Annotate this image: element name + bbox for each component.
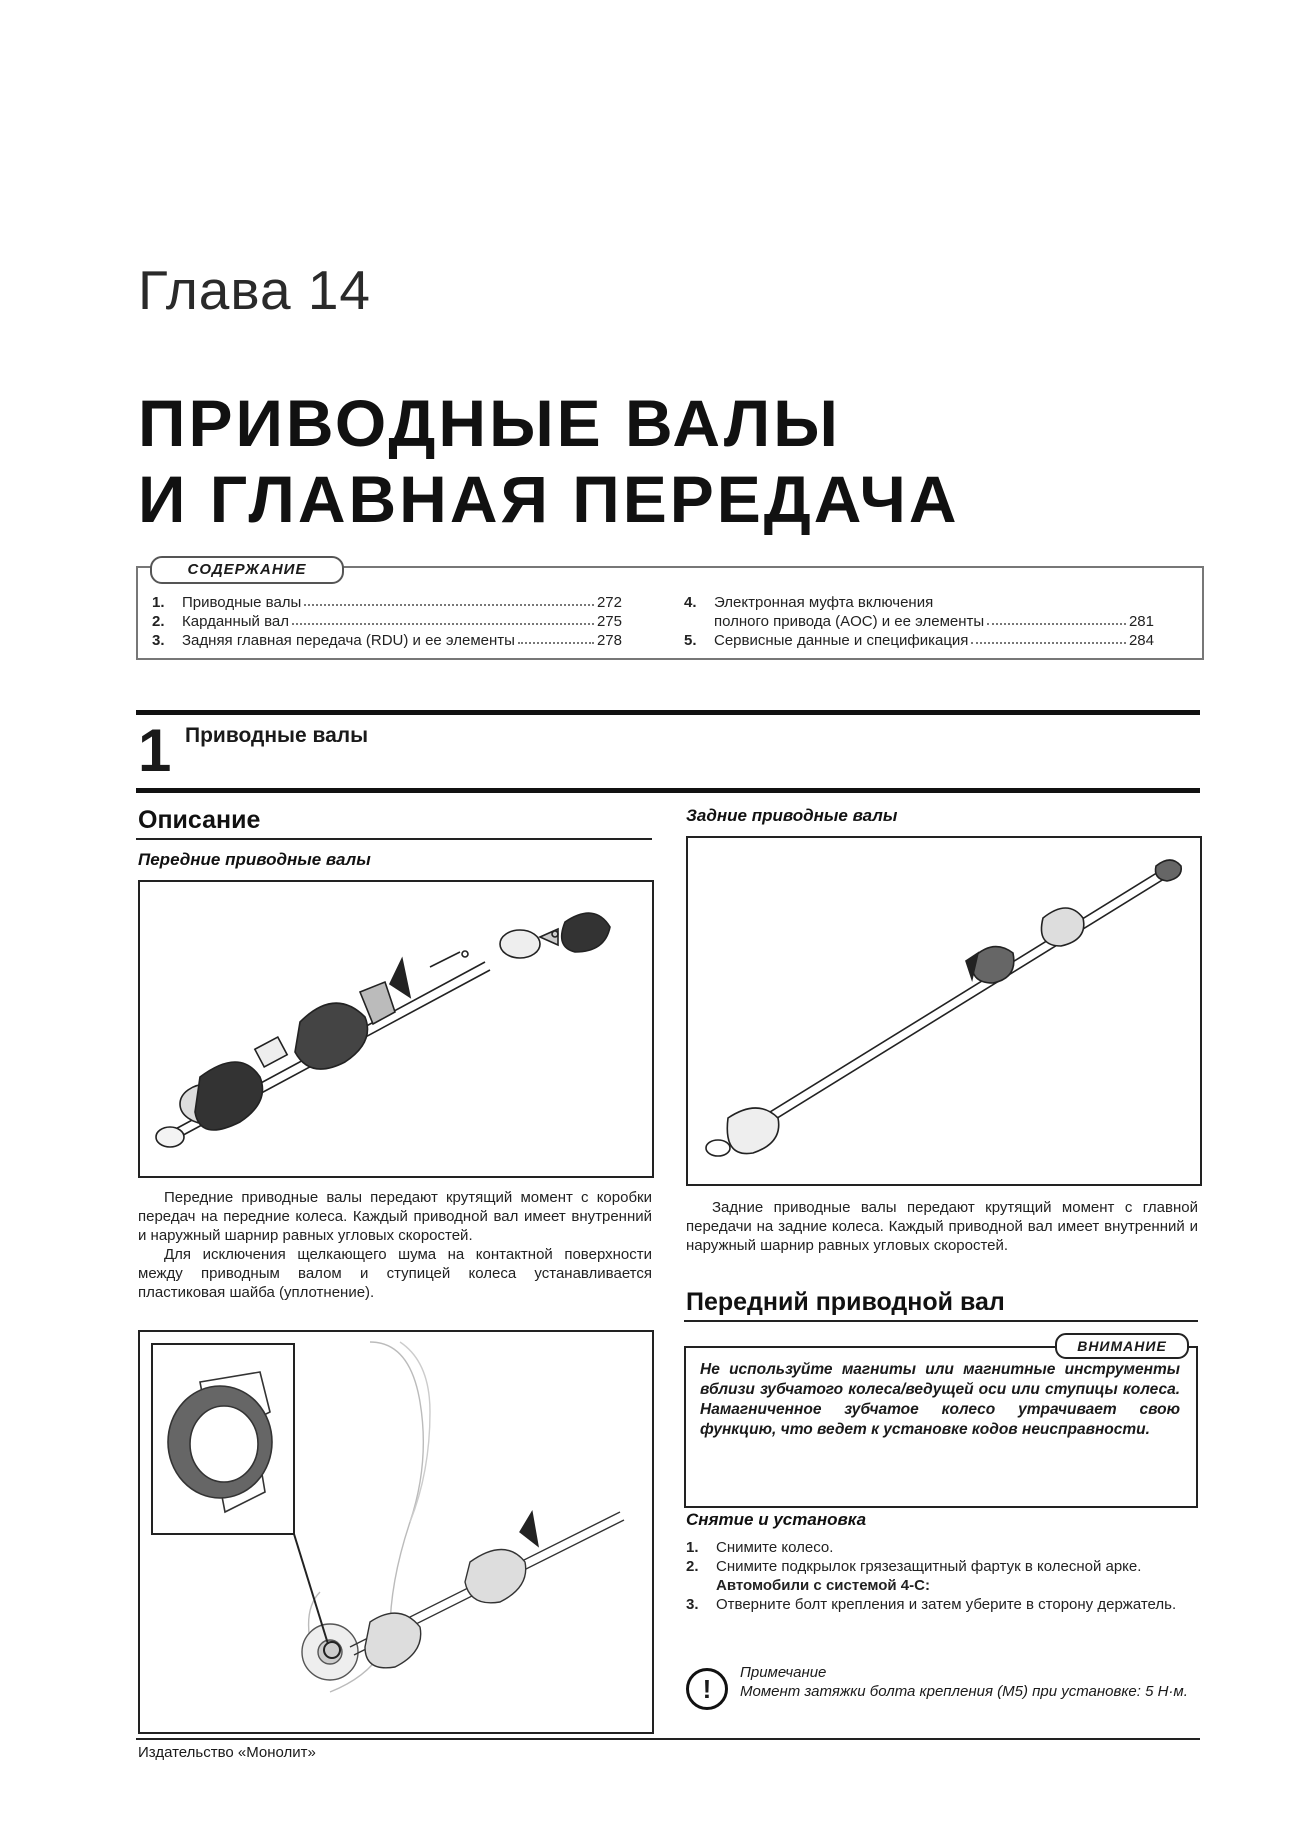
front-shafts-figure — [138, 880, 654, 1178]
description-heading: Описание — [138, 806, 261, 834]
list-item: 2. Снимите подкрылок грязезащитный фартук в колесной арке. — [686, 1558, 1142, 1575]
front-shaft-heading: Передний приводной вал — [686, 1288, 1005, 1316]
toc-item[interactable]: 3. Задняя главная передача (RDU) и ее элементы 278 — [152, 632, 622, 649]
note-label: Примечание — [740, 1664, 827, 1681]
note-text: Момент затяжки болта крепления (M5) при установке: 5 Н·м. — [740, 1683, 1188, 1700]
front-shafts-heading: Передние приводные валы — [138, 850, 371, 869]
rear-shafts-figure — [686, 836, 1202, 1186]
section-rule-top — [136, 710, 1200, 715]
removal-steps — [686, 1538, 1198, 1614]
rear-shafts-heading: Задние приводные валы — [686, 806, 898, 825]
heading-rule — [136, 838, 652, 840]
rear-shafts-description — [686, 1198, 1198, 1255]
chapter-label: Глава 14 — [138, 259, 372, 321]
toc-item[interactable]: 1. Приводные валы 272 — [152, 594, 622, 611]
rear-para: Задние приводные валы передают крутящий момент с главной передачи на задние колеса. Каждый приводной вал имеет внутренний и наружный шарнир равных угловых скоростей. — [686, 1199, 1198, 1254]
front-shafts-description — [138, 1188, 652, 1302]
heading-rule — [684, 1320, 1198, 1322]
front-para-1: Передние приводные валы передают крутящий момент с коробки передач на передние колеса. Каждый приводной вал имеет внутренний и наружный шарнир равных угловых скоростей. — [138, 1189, 652, 1244]
toc-item[interactable]: 2. Карданный вал 275 — [152, 613, 622, 630]
title-line-2: И ГЛАВНАЯ ПЕРЕДАЧА — [138, 462, 960, 536]
hub-washer-illustration — [140, 1332, 652, 1732]
contents-label: СОДЕРЖАНИЕ — [150, 556, 344, 584]
section-number: 1 — [138, 717, 172, 784]
warning-text: Не используйте магниты или магнитные инструменты вблизи зубчатого колеса/ведущей оси или ступицы колеса. Намагниченное зубчатое колесо утрачивает свою функцию, что ведет к установке кодов неисправности. — [700, 1361, 1180, 1438]
rear-driveshaft-illustration — [688, 838, 1200, 1184]
list-item: 1. Снимите колесо. — [686, 1539, 834, 1556]
toc-item[interactable]: 5. Сервисные данные и спецификация 284 — [684, 632, 1154, 649]
list-item: Автомобили с системой 4-C: — [716, 1577, 930, 1594]
warning-label: ВНИМАНИЕ — [1055, 1333, 1189, 1359]
toc-item-continued[interactable]: полного привода (AOC) и ее элементы 281 — [714, 613, 1154, 630]
toc-item[interactable]: 4. Электронная муфта включения — [684, 594, 934, 611]
page-title — [138, 385, 959, 537]
footer-rule — [136, 1738, 1200, 1740]
front-driveshaft-illustration — [140, 882, 652, 1176]
section-title: Приводные валы — [185, 724, 369, 747]
section-rule-bottom — [136, 788, 1200, 793]
exclamation-icon: ! — [686, 1668, 728, 1710]
removal-heading: Снятие и установка — [686, 1510, 867, 1529]
note — [740, 1663, 1195, 1701]
footer-publisher: Издательство «Монолит» — [138, 1744, 316, 1761]
list-item: 3. Отверните болт крепления и затем уберите в сторону держатель. — [686, 1596, 1177, 1613]
front-para-2: Для исключения щелкающего шума на контактной поверхности между приводным валом и ступицей колеса устанавливается пластиковая шайба (уплотнение). — [138, 1246, 652, 1301]
title-line-1: ПРИВОДНЫЕ ВАЛЫ — [138, 386, 841, 460]
front-hub-figure — [138, 1330, 654, 1734]
